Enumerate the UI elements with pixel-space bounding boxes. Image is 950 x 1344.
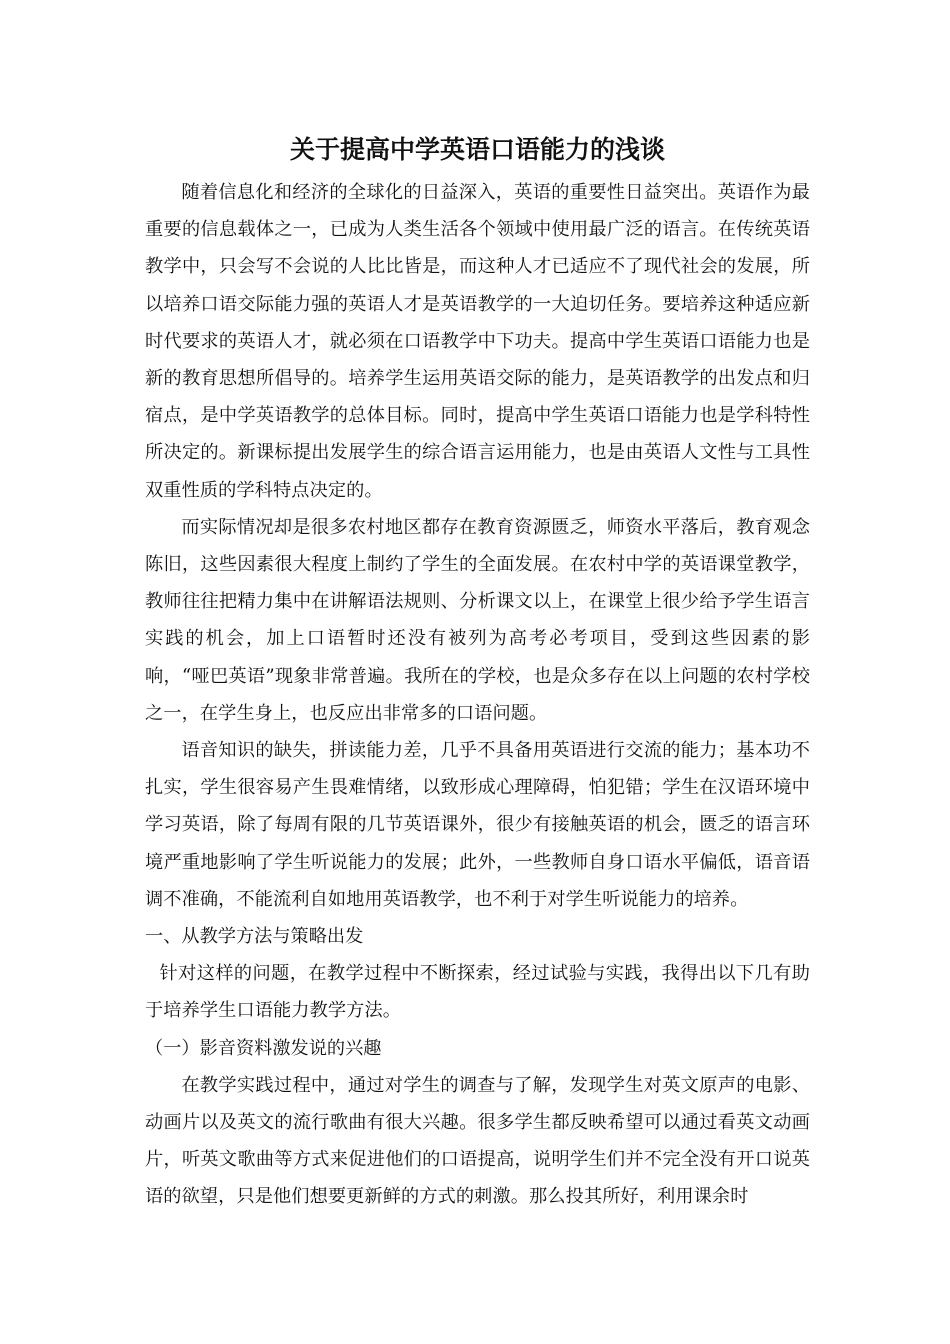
paragraph-1: 随着信息化和经济的全球化的日益深入，英语的重要性日益突出。英语作为最重要的信息载体之一，已成为人类生活各个领域中使用最广泛的语言。在传统英语教学中，只会写不会说的人比比皆是，而这种人才已适应不了现代社会的发展，所以培养口语交际能力强的英语人才是英语教学的一大迫切任务。要培养这种适应新时代要求的英语人才，就必须在口语教学中下功夫。提高中学生英语口语能力也是新的教育思想所倡导的。培养学生运用英语交际的能力，是英语教学的出发点和归宿点，是中学英语教学的总体目标。同时，提高中学生英语口语能力也是学科特性所决定的。新课标提出发展学生的综合语言运用能力，也是由英语人文性与工具性双重性质的学科特点决定的。 xyxy=(145,182,810,501)
paragraph-3: 语音知识的缺失，拼读能力差，几乎不具备用英语进行交流的能力；基本功不扎实，学生很容易产生畏难情绪，以致形成心理障碍，怕犯错；学生在汉语环境中学习英语，除了每周有限的几节英语课外，很少有接触英语的机会，匮乏的语言环境严重地影响了学生听说能力的发展；此外，一些教师自身口语水平偏低，语音语调不准确，不能流利自如地用英语教学，也不利于对学生听说能力的培养。 xyxy=(145,740,810,910)
section-intro: 针对这样的问题，在教学过程中不断探索，经过试验与实践，我得出以下几有助于培养学生口语能力教学方法。 xyxy=(145,963,810,1022)
subsection-heading: （一）影音资料激发说的兴趣 xyxy=(145,1037,382,1059)
document-page xyxy=(145,132,810,1216)
paragraph-2: 而实际情况却是很多农村地区都存在教育资源匮乏，师资水平落后，教育观念陈旧，这些因素很大程度上制约了学生的全面发展。在农村中学的英语课堂教学，教师往往把精力集中在讲解语法规则、分析课文以上，在课堂上很少给予学生语言实践的机会，加上口语暂时还没有被列为高考必考项目，受到这些因素的影响，“哑巴英语”现象非常普遍。我所在的学校，也是众多存在以上问题的农村学校之一，在学生身上，也反应出非常多的口语问题。 xyxy=(145,516,810,724)
document-title: 关于提高中学英语口语能力的浅谈 xyxy=(289,135,665,164)
section-heading: 一、从教学方法与策略出发 xyxy=(145,926,364,948)
subsection-paragraph: 在教学实践过程中，通过对学生的调查与了解，发现学生对英文原声的电影、动画片以及英文的流行歌曲有很大兴趣。很多学生都反映希望可以通过看英文动画片，听英文歌曲等方式来促进他们的口语提高，说明学生们并不完全没有开口说英语的欲望，只是他们想要更新鲜的方式的刺激。那么投其所好，利用课余时 xyxy=(145,1074,810,1208)
